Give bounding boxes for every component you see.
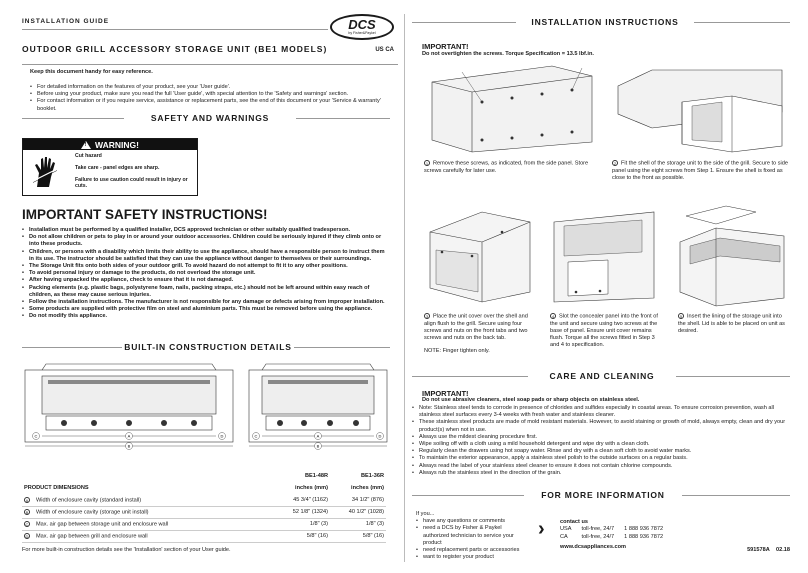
row-desc: Max. air gap between storage unit and enclosure wall xyxy=(36,521,169,528)
row-desc: Max. air gap between grill and enclosure wall xyxy=(36,533,148,540)
step-text: Remove these screws, as indicated, from the side panel. Store screws carefully for later use. xyxy=(424,160,589,174)
logo-main: DCS xyxy=(348,17,376,32)
install-heading: INSTALLATION INSTRUCTIONS xyxy=(531,17,679,27)
list-item: • After having unpacked the appliance, check to ensure that it is not damaged. xyxy=(22,277,386,284)
step-text: Insert the lining of the storage unit into the shell. Lid is able to be placed on unit as desired. xyxy=(678,313,785,334)
table-row xyxy=(22,530,386,542)
list-item: • To maintain the exterior appearance, apply a stainless steel polish to the outside surfaces on a regular basis. xyxy=(412,455,790,462)
step-4-caption xyxy=(550,313,662,350)
care-heading: CARE AND CLEANING xyxy=(549,371,655,381)
marker-b: B xyxy=(127,443,131,449)
table-row xyxy=(560,534,673,541)
warning-bar xyxy=(23,139,197,150)
warning-label: WARNING! xyxy=(95,139,139,150)
step-number: 4 xyxy=(551,314,555,319)
contact-table xyxy=(560,526,673,541)
divider xyxy=(22,118,124,119)
divider xyxy=(412,376,528,377)
list-item: • Always read the label of your stainless steel cleaner to ensure it does not contain chlorine compounds. xyxy=(412,463,790,470)
important-heading: IMPORTANT SAFETY INSTRUCTIONS! xyxy=(22,207,268,222)
cell-value: 45 3/4" (1162) xyxy=(274,494,330,506)
column-separator xyxy=(404,14,405,562)
doc-number: 591578A xyxy=(747,547,770,553)
more-info-heading: FOR MORE INFORMATION xyxy=(541,490,665,500)
cell-value: 40 1/2" (1028) xyxy=(330,506,386,518)
line-kind: toll-free, 24/7 xyxy=(581,533,615,540)
safety-heading: SAFETY AND WARNINGS xyxy=(150,113,270,123)
cell-value: 34 1/2" (876) xyxy=(330,494,386,506)
step-number: 5 xyxy=(679,314,683,319)
warning-triangle-icon xyxy=(81,141,91,149)
step-text: Slot the concealer panel into the front of the unit and secure using two screws at the base of panel. Ensure unit cover remains flush. Torque all the screws fitted in Step 3 and 4 to specification. xyxy=(550,313,658,349)
step-1-caption xyxy=(424,160,600,175)
list-item: • need replacement parts or accessories xyxy=(416,547,526,554)
cell-value: 1/8" (3) xyxy=(274,518,330,530)
care-warning: Do not use abrasive cleaners, steel soap pads or sharp objects on stainless steel. xyxy=(422,397,640,403)
list-item: • These stainless steel products are made of mold resistant materials. However, to avoid staining or growth of mold, always empty, clean and dry your product(s) when not in use. xyxy=(412,419,790,433)
care-important: IMPORTANT! xyxy=(422,389,469,398)
row-id: B xyxy=(25,509,29,515)
hazard-line: Take care - panel edges are sharp. xyxy=(75,164,160,171)
step-number: 1 xyxy=(425,161,429,166)
table-header-row xyxy=(22,482,386,494)
row-desc: Width of enclosure cavity (storage unit install) xyxy=(36,509,149,516)
chevron-right-icon: › xyxy=(538,518,545,540)
warning-box xyxy=(22,138,198,196)
col-be1-36r: BE1-36R xyxy=(360,473,384,479)
list-item: • Follow the installation instructions. The manufacturer is not responsible for any damage or defects arising from improper installation. xyxy=(22,299,386,306)
cell-value: 5/8" (16) xyxy=(274,530,330,542)
marker-d: D xyxy=(220,433,224,439)
marker-b: B xyxy=(316,443,320,449)
unit-label: inches (mm) xyxy=(295,485,328,491)
step-number: 2 xyxy=(613,161,617,166)
step-3-caption xyxy=(424,313,536,342)
divider xyxy=(682,495,790,496)
table-header-row xyxy=(22,470,386,482)
table-row xyxy=(22,494,386,506)
construction-footnote: For more built-in construction details see the 'Installation' section of your User guide. xyxy=(22,547,231,553)
more-info-list xyxy=(416,511,526,561)
safety-list xyxy=(22,227,386,321)
doc-code xyxy=(747,547,790,554)
install-note: NOTE: Finger tighten only. xyxy=(424,348,490,354)
contact-label: contact us xyxy=(560,519,588,525)
contact-block xyxy=(560,519,710,551)
cell-value: 52 1/8" (1324) xyxy=(274,506,330,518)
row-desc: Width of enclosure cavity (standard install) xyxy=(36,496,142,503)
marker-c: C xyxy=(34,433,38,439)
country: USA xyxy=(560,526,572,533)
line-kind: toll-free, 24/7 xyxy=(581,526,615,533)
list-item: • need a DCS by Fisher & Paykel authorized technician to service your product xyxy=(416,525,526,547)
list-item: • Packing elements (e.g. plastic bags, polystyrene foam, nails, packing straps, etc.) should not be left around within easy reach of children, as these may cause serious injuries. xyxy=(22,285,386,299)
list-item: • Always use the mildest cleaning procedure first. xyxy=(412,434,790,441)
cell-value: 1/8" (3) xyxy=(330,518,386,530)
country: CA xyxy=(560,533,568,540)
row-id: C xyxy=(25,521,29,527)
list-item: • Before using your product, make sure you read the full 'User guide', with special attention to the 'Safety and warnings' section. xyxy=(30,91,392,98)
warning-glyph: ! xyxy=(84,141,87,148)
marker-a: A xyxy=(316,433,320,439)
step-text: Fit the shell of the storage unit to the side of the grill. Secure to side panel using the eight screws from Step 1. Ensure the shell is fixed as close to the front as possible. xyxy=(612,160,788,181)
marker-d: D xyxy=(378,433,382,439)
divider xyxy=(676,376,790,377)
list-item: • Installation must be performed by a qualified installer, DCS approved technician or other suitably qualified tradesperson. xyxy=(22,227,386,234)
marker-c: C xyxy=(254,433,258,439)
step-5-figure xyxy=(676,202,788,308)
step-number: 3 xyxy=(425,314,429,319)
phone-number: 1 888 936 7872 xyxy=(624,533,664,540)
list-item: • For contact information or if you require service, assistance or replacement parts, see the end of this document or your 'Service & warranty' booklet. xyxy=(30,98,392,112)
divider xyxy=(412,495,524,496)
list-item: • For detailed information on the features of your product, see your 'User guide'. xyxy=(30,84,392,91)
divider xyxy=(694,22,790,23)
step-5-caption xyxy=(678,313,790,335)
region-label: US CA xyxy=(375,47,394,53)
care-list xyxy=(412,405,790,477)
list-item: • Do not allow children or pets to play in or around your outdoor accessories. Children could be seriously injured if they climb onto or into these products. xyxy=(22,234,386,248)
list-item: • want to register your product xyxy=(416,554,526,561)
divider xyxy=(412,22,516,23)
title-rule xyxy=(22,64,398,65)
if-you-label: If you... xyxy=(416,511,435,517)
list-item: • Note: Stainless steel tends to corrode in presence of chlorides and sulfides especially in coastal areas. To ensure corrosion prevention, wash all stainless steel surfaces every 3-4 weeks with fresh water and stainless cleaner. xyxy=(412,405,790,419)
step-2-figure xyxy=(612,62,788,154)
row-id: A xyxy=(25,497,29,503)
col-be1-48r: BE1-48R xyxy=(304,473,328,479)
list-item: • have any questions or comments xyxy=(416,518,526,525)
keep-note: Keep this document handy for easy reference. xyxy=(30,69,153,75)
phone-number: 1 888 936 7872 xyxy=(624,526,664,533)
logo-sub: by Fisher&Paykel xyxy=(348,31,376,35)
list-item: • Some products are supplied with protective film on steel and aluminium parts. This must be removed before using the appliance. xyxy=(22,306,386,313)
step-text: Place the unit cover over the shell and align flush to the grill. Secure using four screws and nuts on the front tabs and two screws and nuts on the back tab. xyxy=(424,313,528,342)
intro-list xyxy=(30,84,392,113)
install-important: IMPORTANT! xyxy=(422,42,469,51)
marker-a: A xyxy=(127,433,131,439)
hazard-line: Failure to use caution could result in injury or cuts. xyxy=(75,176,188,190)
website-link[interactable]: www.dcsappliances.com xyxy=(560,544,627,551)
step-3-figure xyxy=(422,202,534,308)
divider xyxy=(294,347,390,348)
dcs-logo xyxy=(330,14,394,40)
guide-label: INSTALLATION GUIDE xyxy=(22,18,110,25)
construction-heading: BUILT-IN CONSTRUCTION DETAILS xyxy=(124,342,292,352)
list-item: • Do not modify this appliance. xyxy=(22,313,386,320)
row-id: D xyxy=(25,533,29,539)
step-1-figure xyxy=(422,62,598,154)
doc-title: OUTDOOR GRILL ACCESSORY STORAGE UNIT (BE1 MODELS) xyxy=(22,44,328,54)
table-row xyxy=(22,506,386,518)
unit-label: inches (mm) xyxy=(351,485,384,491)
list-item: • Wipe soiling off with a cloth using a mild household detergent and wipe dry with a clean cloth. xyxy=(412,441,790,448)
cell-value: 5/8" (16) xyxy=(330,530,386,542)
list-item: • Always rub the stainless steel in the direction of the grain. xyxy=(412,470,790,477)
warning-text xyxy=(75,153,195,190)
hazard-title: Cut hazard xyxy=(75,153,102,159)
table-row xyxy=(22,518,386,530)
grill-36-diagram xyxy=(248,362,388,452)
dimensions-table xyxy=(22,470,386,543)
hand-cut-icon xyxy=(31,155,59,189)
step-2-caption xyxy=(612,160,788,182)
doc-date: 02.18 xyxy=(776,547,790,553)
divider xyxy=(296,118,390,119)
list-item: • Children, or persons with a disability which limits their ability to use the appliance, should have a responsible person to instruct them in its use. The instructor should be satisfied that they can use the appliance without danger to themselves or their surroundings. xyxy=(22,249,386,263)
table-row xyxy=(560,526,673,533)
top-rule xyxy=(22,29,328,30)
torque-spec: Do not overtighten the screws. Torque Specification = 13.5 lbf.in. xyxy=(422,51,594,57)
step-4-figure xyxy=(548,202,660,308)
list-item: • To avoid personal injury or damage to the products, do not overload the storage unit. xyxy=(22,270,386,277)
list-item: • The Storage Unit fits onto both sides of your outdoor grill. To avoid hazard do not attempt to fit it to any other positions. xyxy=(22,263,386,270)
product-dimensions-label: PRODUCT DIMENSIONS xyxy=(24,485,89,491)
divider xyxy=(22,347,122,348)
grill-48-diagram xyxy=(24,362,234,452)
list-item: • Regularly clean the drawers using hot soapy water. Rinse and dry with a clean soft cloth to avoid water marks. xyxy=(412,448,790,455)
